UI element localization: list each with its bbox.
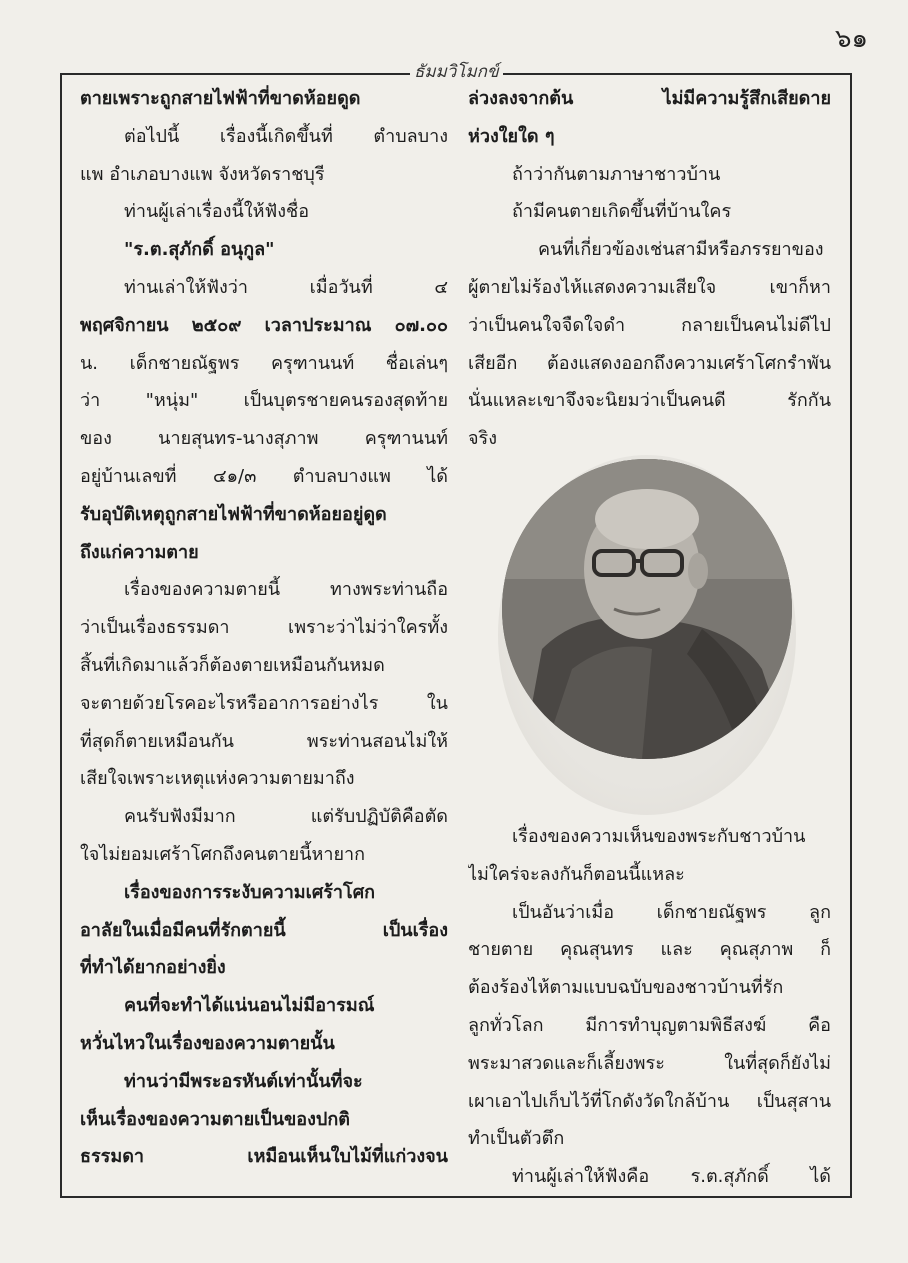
text-line: หวั่นไหวในเรื่องของความตายนั้น: [80, 1032, 335, 1054]
text-line: จะตายด้วยโรคอะไรหรืออาการอย่างไร ใน: [80, 692, 448, 714]
text-line: คนที่จะทำได้แน่นอนไม่มีอารมณ์: [124, 995, 375, 1017]
monk-portrait-frame: [498, 455, 796, 815]
text-line: ท่านว่ามีพระอรหันต์เท่านั้นที่จะ: [124, 1070, 363, 1092]
text-line: ของ นายสุนทร-นางสุภาพ ครุฑานนท์: [80, 428, 448, 450]
text-line: คนที่เกี่ยวข้องเช่นสามีหรือภรรยาของ: [538, 239, 824, 261]
text-line: ใจไม่ยอมเศร้าโศกถึงคนตายนี้หายาก: [80, 843, 366, 865]
text-line: เสียใจเพราะเหตุแห่งความตายมาถึง: [80, 768, 355, 790]
text-line: ที่ทำได้ยากอย่างยิ่ง: [80, 957, 226, 979]
text-line: ลูกทั่วโลก มีการทำบุญตามพิธีสงฆ์ คือ: [468, 1014, 831, 1036]
text-line: เรื่องของการระงับความเศร้าโศก: [124, 881, 376, 903]
text-line: สิ้นที่เกิดมาแล้วก็ต้องตายเหมือนกันหมด: [80, 654, 385, 676]
text-line: ผู้ตายไม่ร้องไห้แสดงความเสียใจ เขาก็หา: [468, 276, 831, 298]
text-line: น. เด็กชายณัฐพร ครุฑานนท์ ชื่อเล่นๆ: [80, 352, 448, 374]
text-line: ต่อไปนี้ เรื่องนี้เกิดขึ้นที่ ตำบลบาง: [124, 125, 448, 147]
text-line: อาลัยในเมื่อมีคนที่รักตายนี้ เป็นเรื่อง: [80, 919, 448, 941]
text-line: พระมาสวดและก็เลี้ยงพระ ในที่สุดก็ยังไม่: [468, 1052, 831, 1074]
text-line: พฤศจิกายน ๒๕๐๙ เวลาประมาณ ๐๗.๐๐: [80, 314, 448, 336]
text-line: ธรรมดา เหมือนเห็นใบไม้ที่แก่วงจน: [80, 1146, 448, 1168]
text-line: เรื่องของความตายนี้ ทางพระท่านถือ: [124, 579, 448, 601]
text-line: คนรับฟังมีมาก แต่รับปฏิบัติคือตัด: [124, 806, 448, 828]
text-line: ถ้าว่ากันตามภาษาชาวบ้าน: [512, 163, 721, 185]
text-line: เห็นเรื่องของความตายเป็นของปกติ: [80, 1108, 350, 1130]
text-line: แพ อำเภอบางแพ จังหวัดราชบุรี: [80, 163, 325, 185]
right-column-bottom: [468, 818, 831, 1196]
text-line: ว่าเป็นเรื่องธรรมดา เพราะว่าไม่ว่าใครทั้ง: [80, 617, 448, 639]
text-line: ถ้ามีคนตายเกิดขึ้นที่บ้านใคร: [512, 201, 732, 223]
page-number: ๖๑: [834, 24, 868, 54]
text-line: ทำเป็นตัวตึก: [468, 1128, 565, 1150]
text-line: ว่าเป็นคนใจจืดใจดำ กลายเป็นคนไม่ดีไป: [468, 314, 831, 336]
text-line: ถึงแก่ความตาย: [80, 541, 199, 563]
right-column-top: [468, 80, 831, 458]
running-head: ธัมมวิโมกข์: [410, 58, 503, 85]
monk-portrait-photo: [502, 459, 792, 759]
text-line: ชายตาย คุณสุนทร และ คุณสุภาพ ก็: [468, 939, 831, 961]
monk-portrait-illustration: [502, 459, 792, 759]
text-line: "ร.ต.สุภักดิ์ อนุกูล": [124, 239, 275, 261]
text-line: ท่านผู้เล่าเรื่องนี้ให้ฟังชื่อ: [124, 201, 310, 223]
text-line: จริง: [468, 428, 498, 450]
text-line: ต้องร้องไห้ตามแบบฉบับของชาวบ้านที่รัก: [468, 977, 784, 999]
text-line: ล่วงลงจากต้น ไม่มีความรู้สึกเสียดาย: [468, 88, 831, 109]
text-line: ท่านเล่าให้ฟังว่า เมื่อวันที่ ๔: [124, 276, 448, 298]
text-line: นั่นแหละเขาจึงจะนิยมว่าเป็นคนดี รักกัน: [468, 390, 831, 412]
text-line: รับอุบัติเหตุถูกสายไฟฟ้าที่ขาดห้อยอยู่ดูด: [80, 503, 387, 525]
text-line: ห่วงใยใด ๆ: [468, 125, 555, 147]
text-line: ท่านผู้เล่าให้ฟังคือ ร.ต.สุภักดิ์ ได้: [512, 1166, 831, 1188]
left-column: [80, 80, 448, 1176]
text-line: ไม่ใคร่จะลงกันก็ตอนนี้แหละ: [468, 863, 685, 885]
text-line: ที่สุดก็ตายเหมือนกัน พระท่านสอนไม่ให้: [80, 730, 448, 752]
text-line: เผาเอาไปเก็บไว้ที่โกดังวัดใกล้บ้าน เป็นสุสาน: [468, 1090, 831, 1112]
text-line: เสียอีก ต้องแสดงออกถึงความเศร้าโศกรำพัน: [468, 352, 831, 374]
text-line: ว่า "หนุ่ม" เป็นบุตรชายคนรองสุดท้าย: [80, 390, 448, 412]
text-line: ตายเพราะถูกสายไฟฟ้าที่ขาดห้อยดูด: [80, 88, 361, 109]
text-line: เป็นอันว่าเมื่อ เด็กชายณัฐพร ลูก: [512, 901, 831, 923]
text-line: เรื่องของความเห็นของพระกับชาวบ้าน: [512, 826, 806, 847]
text-line: อยู่บ้านเลขที่ ๔๑/๓ ตำบลบางแพ ได้: [80, 465, 448, 487]
